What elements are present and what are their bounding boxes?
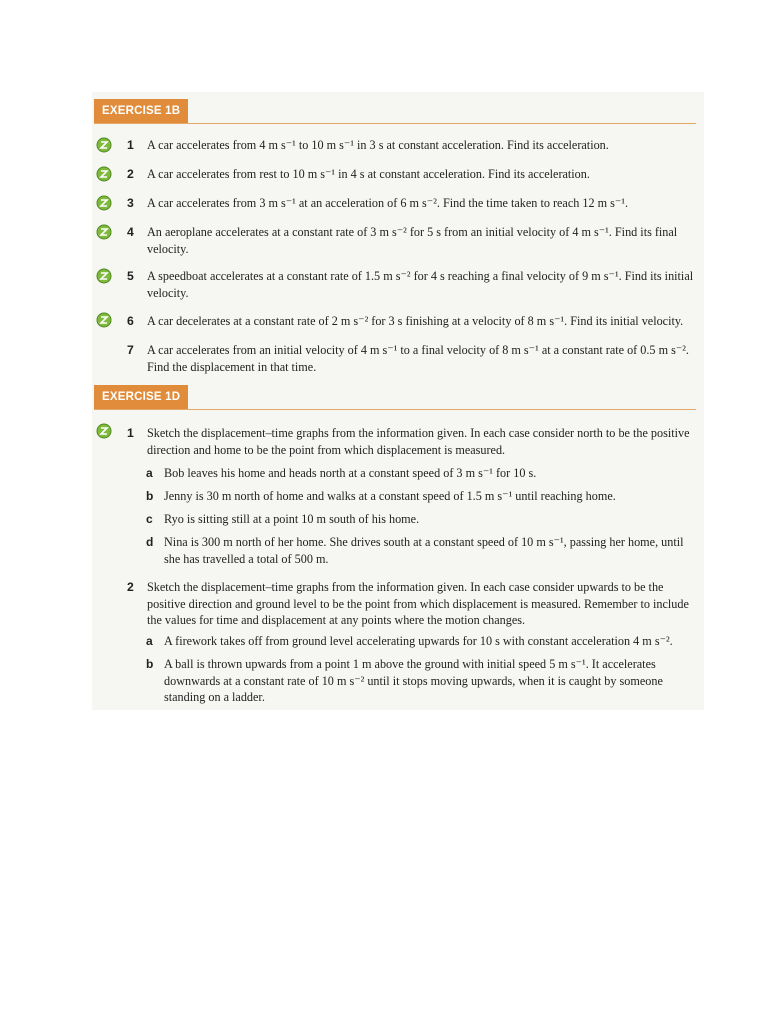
question-text: A car decelerates at a constant rate of 2 m s⁻² for 3 s finishing at a velocity of 8 m s⁻¹. Find its initial velocity.	[147, 314, 684, 328]
question-text: A car accelerates from an initial velocity of 4 m s⁻¹ to a final velocity of 8 m s⁻¹ at a constant rate of 0.5 m s⁻². Find the displacement in that time.	[147, 343, 689, 374]
part-label: b	[146, 657, 154, 671]
question-number: 5	[127, 269, 134, 283]
part-text: A ball is thrown upwards from a point 1 m above the ground with initial speed 5 m s⁻¹. It accelerates downwards at a constant rate of 10 m s⁻² until it stops moving upwards, when it is caught by someone standing on a ladder.	[164, 657, 663, 704]
part-label: c	[146, 512, 153, 526]
calculator-check-icon	[96, 224, 112, 240]
part-text: Nina is 300 m north of her home. She drives south at a constant speed of 10 m s⁻¹, passing her home, until she has travelled a total of 500 m.	[164, 535, 684, 566]
part-text: Ryo is sitting still at a point 10 m south of his home.	[164, 512, 420, 526]
question-number: 4	[127, 225, 134, 239]
question-text: A car accelerates from rest to 10 m s⁻¹ in 4 s at constant acceleration. Find its acceleration.	[147, 167, 590, 181]
part-text: Jenny is 30 m north of home and walks at a constant speed of 1.5 m s⁻¹ until reaching home.	[164, 489, 616, 503]
question-text: Sketch the displacement–time graphs from the information given. In each case consider north to be the positive direction and home to be the point from which displacement is measured.	[147, 426, 690, 457]
question-text: A speedboat accelerates at a constant rate of 1.5 m s⁻² for 4 s reaching a final velocity of 9 m s⁻¹. Find its initial velocity.	[147, 269, 694, 300]
calculator-check-icon	[96, 312, 112, 328]
calculator-check-icon	[96, 195, 112, 211]
exercise-1d-header	[94, 385, 696, 410]
question-text: Sketch the displacement–time graphs from the information given. In each case consider upwards to be the positive direction and ground level to be the point from which displacement is measured. Remember to include the values for time and displacement at any points where the motion changes.	[147, 580, 689, 627]
calculator-check-icon	[96, 137, 112, 153]
part-label: b	[146, 489, 154, 503]
part-label: a	[146, 466, 153, 480]
question-number: 2	[127, 167, 134, 181]
calculator-check-icon	[96, 268, 112, 284]
question-text: A car accelerates from 3 m s⁻¹ at an acceleration of 6 m s⁻². Find the time taken to reach 12 m s⁻¹.	[147, 196, 629, 210]
exercise-1b-title: EXERCISE 1B	[94, 99, 188, 123]
question-text: An aeroplane accelerates at a constant rate of 3 m s⁻² for 5 s from an initial velocity of 4 m s⁻¹. Find its final velocity.	[147, 225, 678, 256]
exercise-1d-title: EXERCISE 1D	[94, 385, 188, 409]
question-text: A car accelerates from 4 m s⁻¹ to 10 m s⁻¹ in 3 s at constant acceleration. Find its acceleration.	[147, 138, 609, 152]
question-number: 3	[127, 196, 134, 210]
question-number: 7	[127, 343, 134, 357]
calculator-check-icon	[96, 166, 112, 182]
question-number: 1	[127, 138, 134, 152]
part-label: d	[146, 535, 154, 549]
part-text: Bob leaves his home and heads north at a constant speed of 3 m s⁻¹ for 10 s.	[164, 466, 537, 480]
part-label: a	[146, 634, 153, 648]
part-text: A firework takes off from ground level accelerating upwards for 10 s with constant acceleration 4 m s⁻².	[164, 634, 673, 648]
exercise-1b-header	[94, 99, 696, 124]
calculator-check-icon	[96, 423, 112, 439]
question-number: 2	[127, 580, 134, 594]
question-number: 6	[127, 314, 134, 328]
question-number: 1	[127, 426, 134, 440]
